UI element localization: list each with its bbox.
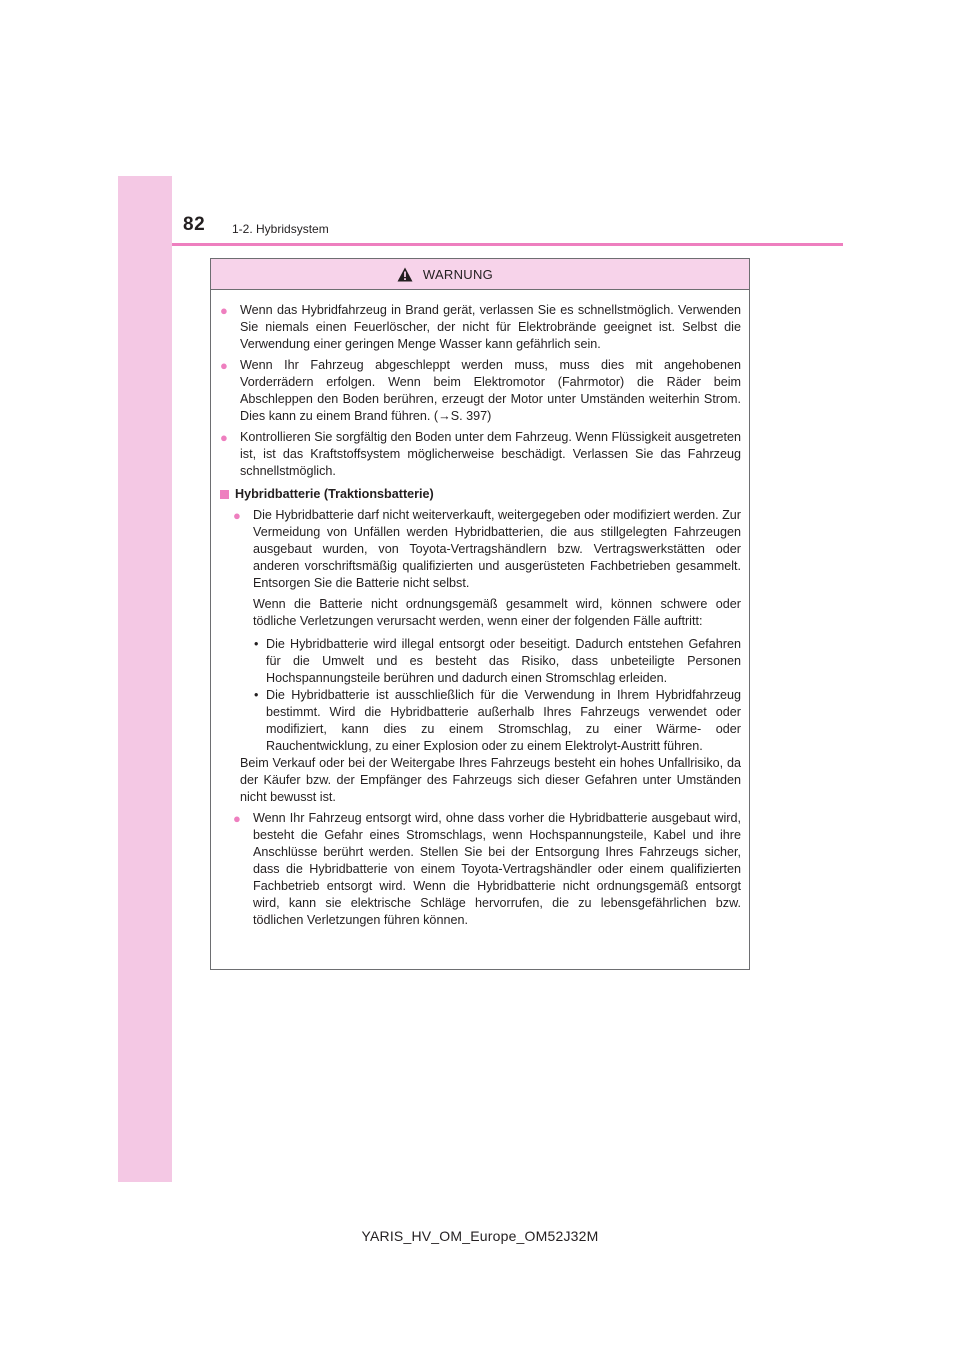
bullet-icon: ● bbox=[220, 303, 228, 318]
document-footer-id: YARIS_HV_OM_Europe_OM52J32M bbox=[361, 1228, 599, 1244]
warning-triangle-icon bbox=[397, 267, 413, 282]
bullet-icon: ● bbox=[220, 358, 228, 373]
page-sidebar-tab bbox=[118, 176, 172, 1182]
warning-title: WARNUNG bbox=[422, 266, 494, 282]
dot-item-text: Die Hybridbatterie wird illegal entsorgt oder beseitigt. Dadurch entstehen Gefahren für die Umwelt und es besteht das Risiko, dass unbeteiligte Personen Hochspannungsteile berühren und dadurch einen Stromschlag erleiden. bbox=[266, 637, 741, 685]
warning-item-towing bbox=[219, 357, 741, 425]
battery-paragraph-risk: Wenn die Batterie nicht ordnungsgemäß gesammelt wird, können schwere oder tödliche Verletzungen verursacht werden, wenn einer der folgenden Fälle auftritt: bbox=[253, 597, 741, 628]
page-number: 82 bbox=[183, 214, 206, 235]
bullet-icon: ● bbox=[233, 811, 241, 826]
section-title: 1-2. Hybridsystem bbox=[232, 222, 329, 236]
battery-section bbox=[219, 507, 741, 929]
battery-item-text: Die Hybridbatterie darf nicht weiterverkauft, weitergegeben oder modifiziert werden. Zur Vermeidung von Unfällen werden Hybridbatterien, die aus stillgelegten Fahrzeugen ausgebaut wurden, von Toyota-Vertragshändlern bzw. Vertragswerkstätten oder anderen vorschriftsmäßig qualifizierten und ausgerüsteten Fachbetrieben gesammelt. Entsorgen Sie die Batterie nicht selbst. bbox=[253, 508, 741, 590]
warning-header bbox=[211, 259, 749, 290]
warning-box bbox=[210, 258, 750, 970]
battery-dot-item bbox=[232, 636, 741, 687]
battery-item-resale bbox=[232, 507, 741, 592]
battery-heading bbox=[219, 486, 741, 503]
battery-item-text: Wenn Ihr Fahrzeug entsorgt wird, ohne dass vorher die Hybridbatterie ausgebaut wird, besteht die Gefahr eines Stromschlags, wenn Hochspannungsteile, Kabel und ihre Anschlüsse berührt werden. Stellen Sie bei der Entsorgung Ihres Fahrzeugs sicher, dass die Hybridbatterie von einem Toyota-Vertragshändler oder einem qualifizierten Fachbetrieb entsorgt wird. Wenn die Hybridbatterie nicht ordnungsgemäß entsorgt wird, kann sie elektrische Schläge hervorrufen, die zu lebensgefährlichen bzw. tödlichen Verletzungen führen können. bbox=[253, 811, 741, 927]
warning-body bbox=[211, 290, 749, 929]
dot-bullet-icon: • bbox=[254, 637, 259, 651]
warning-item-text: Kontrollieren Sie sorgfältig den Boden unter dem Fahrzeug. Wenn Flüssigkeit ausgetreten ist, ist das Kraftstoffsystem möglicherweise beschädigt. Verlassen Sie das Fahrzeug schnellstmöglich. bbox=[240, 430, 742, 478]
bullet-icon: ● bbox=[233, 508, 241, 523]
battery-dot-item bbox=[232, 687, 741, 755]
dot-item-text: Die Hybridbatterie ist ausschließlich für die Verwendung in Ihrem Hybridfahrzeug bestimmt. Wird die Hybridbatterie außerhalb Ihres Fahrzeugs verwendet oder modifiziert, kann dies zu einem Stromschlag, zu einer Wärme- oder Rauchentwicklung, zu einer Explosion oder zu einem Elektrolyt-Austritt führen. bbox=[266, 688, 741, 753]
battery-item-disposal bbox=[232, 810, 741, 929]
square-bullet-icon bbox=[220, 490, 229, 499]
dot-bullet-icon: • bbox=[254, 688, 259, 702]
header-divider bbox=[172, 243, 843, 246]
warning-item-text: Wenn das Hybridfahrzeug in Brand gerät, verlassen Sie es schnellstmöglich. Verwenden Sie niemals einen Feuerlöscher, der nicht für Elektrobrände geeignet ist. Selbst die Verwendung einer geringen Menge Wasser kann gefährlich sein. bbox=[240, 303, 741, 351]
battery-heading-text: Hybridbatterie (Traktionsbatterie) bbox=[235, 487, 434, 501]
warning-item-text: Wenn Ihr Fahrzeug abgeschleppt werden muss, muss dies mit angehobenen Vorderrädern erfolgen. Wenn beim Elektromotor (Fahrmotor) die Räder beim Abschleppen den Boden berühren, erzeugt der Motor unter Umständen weiterhin Strom. Dies kann zu einem Brand führen. (→S. 397) bbox=[240, 358, 741, 423]
warning-item-fire bbox=[219, 302, 741, 353]
bullet-icon: ● bbox=[220, 430, 228, 445]
battery-paragraph-sale: Beim Verkauf oder bei der Weitergabe Ihres Fahrzeugs besteht ein hohes Unfallrisiko, da der Käufer bzw. der Empfänger des Fahrzeugs sich dieser Gefahren unter Umständen nicht bewusst ist. bbox=[240, 756, 741, 804]
warning-item-fluid bbox=[219, 429, 741, 480]
